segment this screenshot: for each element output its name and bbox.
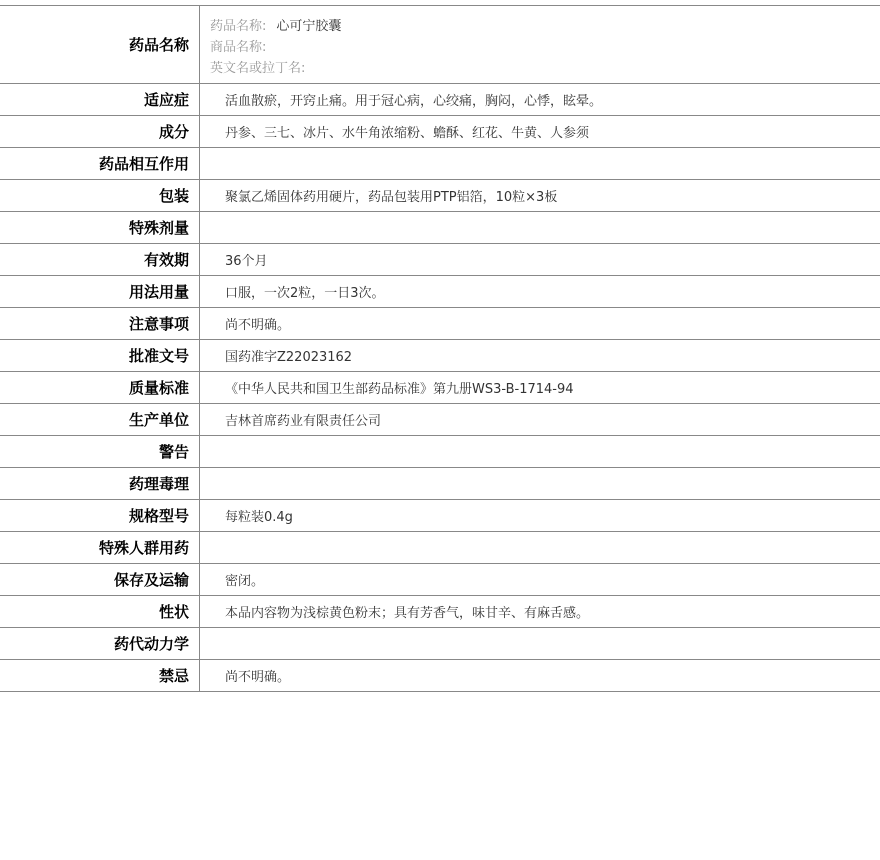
row-label: 有效期 — [0, 244, 200, 275]
row-label: 性状 — [0, 596, 200, 627]
row-value: 《中华人民共和国卫生部药品标准》第九册WS3-B-1714-94 — [225, 382, 574, 397]
row-value: 吉林首席药业有限责任公司 — [225, 414, 382, 429]
row-label: 包装 — [0, 180, 200, 211]
row-value: 口服，一次2粒，一日3次。 — [225, 286, 385, 301]
row-value: 36个月 — [225, 254, 268, 269]
table-row — [0, 276, 880, 308]
row-label: 成分 — [0, 116, 200, 147]
table-row — [0, 116, 880, 148]
row-value: 每粒装0.4g — [225, 510, 293, 525]
generic-name-key: 药品名称: — [210, 19, 267, 34]
table-row — [0, 180, 880, 212]
row-value — [200, 212, 880, 243]
row-value: 活血散瘀，开窍止痛。用于冠心病，心绞痛，胸闷，心悸，眩晕。 — [225, 94, 603, 109]
row-label: 保存及运输 — [0, 564, 200, 595]
table-row — [0, 628, 880, 660]
row-label: 规格型号 — [0, 500, 200, 531]
row-value: 尚不明确。 — [225, 318, 291, 333]
english-name-line — [210, 58, 315, 79]
english-name-key: 英文名或拉丁名: — [210, 61, 306, 76]
table-row — [0, 436, 880, 468]
row-label: 生产单位 — [0, 404, 200, 435]
row-value — [200, 468, 880, 499]
row-label: 警告 — [0, 436, 200, 467]
row-label: 药品名称 — [0, 6, 200, 83]
row-value — [200, 436, 880, 467]
row-value: 国药准字Z22023162 — [225, 350, 353, 365]
row-value: 密闭。 — [225, 574, 265, 589]
row-value: 本品内容物为浅棕黄色粉末；具有芳香气，味甘辛、有麻舌感。 — [225, 606, 590, 621]
row-label: 质量标准 — [0, 372, 200, 403]
row-label: 药品相互作用 — [0, 148, 200, 179]
table-row — [0, 84, 880, 116]
table-row — [0, 660, 880, 692]
row-value — [200, 628, 880, 659]
generic-name-line — [210, 16, 341, 37]
row-label: 禁忌 — [0, 660, 200, 691]
generic-name-value: 心可宁胶囊 — [276, 19, 342, 34]
table-row — [0, 308, 880, 340]
row-value: 聚氯乙烯固体药用硬片，药品包装用PTP铝箔，10粒×3板 — [225, 190, 558, 205]
row-value — [200, 532, 880, 563]
row-label: 药代动力学 — [0, 628, 200, 659]
row-drug-names — [0, 6, 880, 84]
table-row — [0, 404, 880, 436]
row-label: 特殊人群用药 — [0, 532, 200, 563]
row-value: 尚不明确。 — [225, 670, 291, 685]
row-value — [200, 148, 880, 179]
table-row — [0, 372, 880, 404]
row-value: 丹参、三七、冰片、水牛角浓缩粉、蟾酥、红花、牛黄、人参须 — [225, 126, 590, 141]
row-label: 批准文号 — [0, 340, 200, 371]
table-row — [0, 468, 880, 500]
trade-name-key: 商品名称: — [210, 40, 267, 55]
trade-name-line — [210, 37, 276, 58]
table-row — [0, 148, 880, 180]
table-row — [0, 596, 880, 628]
drug-info-table — [0, 5, 880, 692]
table-row — [0, 564, 880, 596]
row-label: 药理毒理 — [0, 468, 200, 499]
table-row — [0, 212, 880, 244]
drug-names-cell — [200, 6, 880, 83]
table-row — [0, 532, 880, 564]
row-label: 特殊剂量 — [0, 212, 200, 243]
row-label: 用法用量 — [0, 276, 200, 307]
row-label: 适应症 — [0, 84, 200, 115]
rows-container — [0, 84, 880, 692]
table-row — [0, 244, 880, 276]
row-label: 注意事项 — [0, 308, 200, 339]
table-row — [0, 500, 880, 532]
table-row — [0, 340, 880, 372]
